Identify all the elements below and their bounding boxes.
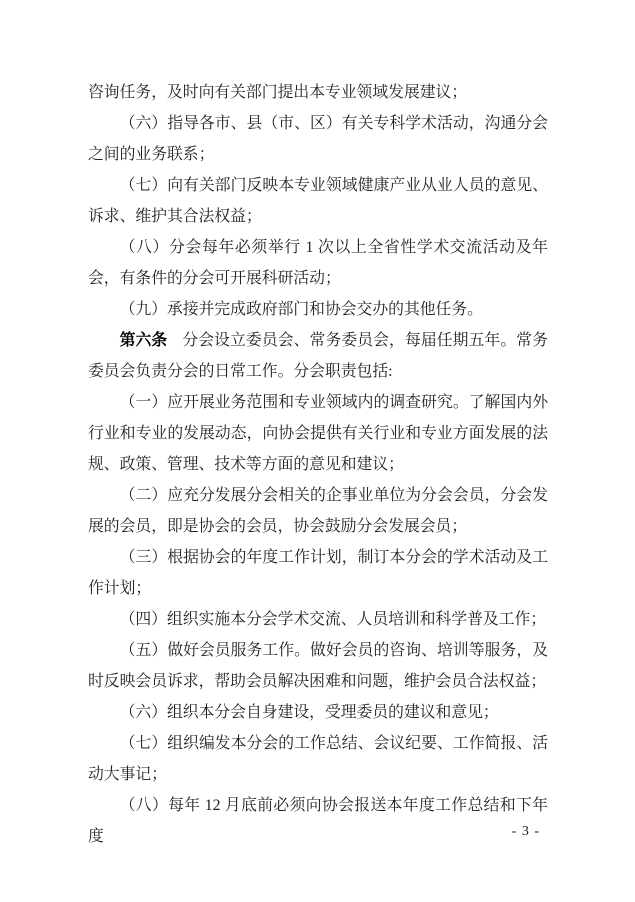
paragraph-item-9: （九）承接并完成政府部门和协会交办的其他任务。 [119, 301, 483, 318]
footer-page-number: - 3 - [511, 824, 540, 839]
article-number-label: 第六条 [119, 332, 168, 349]
paragraph-duty-8: （八）每年 12 月底前必须向协会报送本年度工作总结和下年度 [88, 797, 548, 845]
paragraph-item-6: （六）指导各市、县（市、区）有关专科学术活动，沟通分会之间的业务联系； [88, 115, 548, 163]
paragraph-duty-2: （二）应充分发展分会相关的企事业单位为分会会员，分会发展的会员，即是协会的会员，协会鼓励分会发展会员； [88, 487, 548, 535]
paragraph-item-7: （七）向有关部门反映本专业领域健康产业从业人员的意见、诉求、维护其合法权益； [88, 177, 548, 225]
article-body-text: 分会设立委员会、常务委员会，每届任期五年。常务委员会负责分会的日常工作。分会职责包括: [88, 332, 548, 380]
paragraph-item-8: （八）分会每年必须举行 1 次以上全省性学术交流活动及年会，有条件的分会可开展科研活动； [88, 239, 548, 287]
paragraph-continuation: 咨询任务，及时向有关部门提出本专业领域发展建议； [88, 84, 468, 101]
paragraph-duty-7: （七）组织编发本分会的工作总结、会议纪要、工作简报、活动大事记； [88, 735, 548, 783]
document-body [88, 77, 548, 852]
paragraph-duty-5: （五）做好会员服务工作。做好会员的咨询、培训等服务，及时反映会员诉求，帮助会员解决困难和问题，维护会员合法权益； [88, 642, 548, 690]
paragraph-duty-1: （一）应开展业务范围和专业领域内的调查研究。了解国内外行业和专业的发展动态，向协会提供有关行业和专业方面发展的法规、政策、管理、技术等方面的意见和建议； [88, 394, 548, 473]
paragraph-duty-6: （六）组织本分会自身建设，受理委员的建议和意见； [119, 704, 499, 721]
paragraph-duty-4: （四）组织实施本分会学术交流、人员培训和科学普及工作； [119, 611, 547, 628]
paragraph-duty-3: （三）根据协会的年度工作计划，制订本分会的学术活动及工作计划； [88, 549, 548, 597]
paragraph-article-6 [88, 325, 548, 387]
